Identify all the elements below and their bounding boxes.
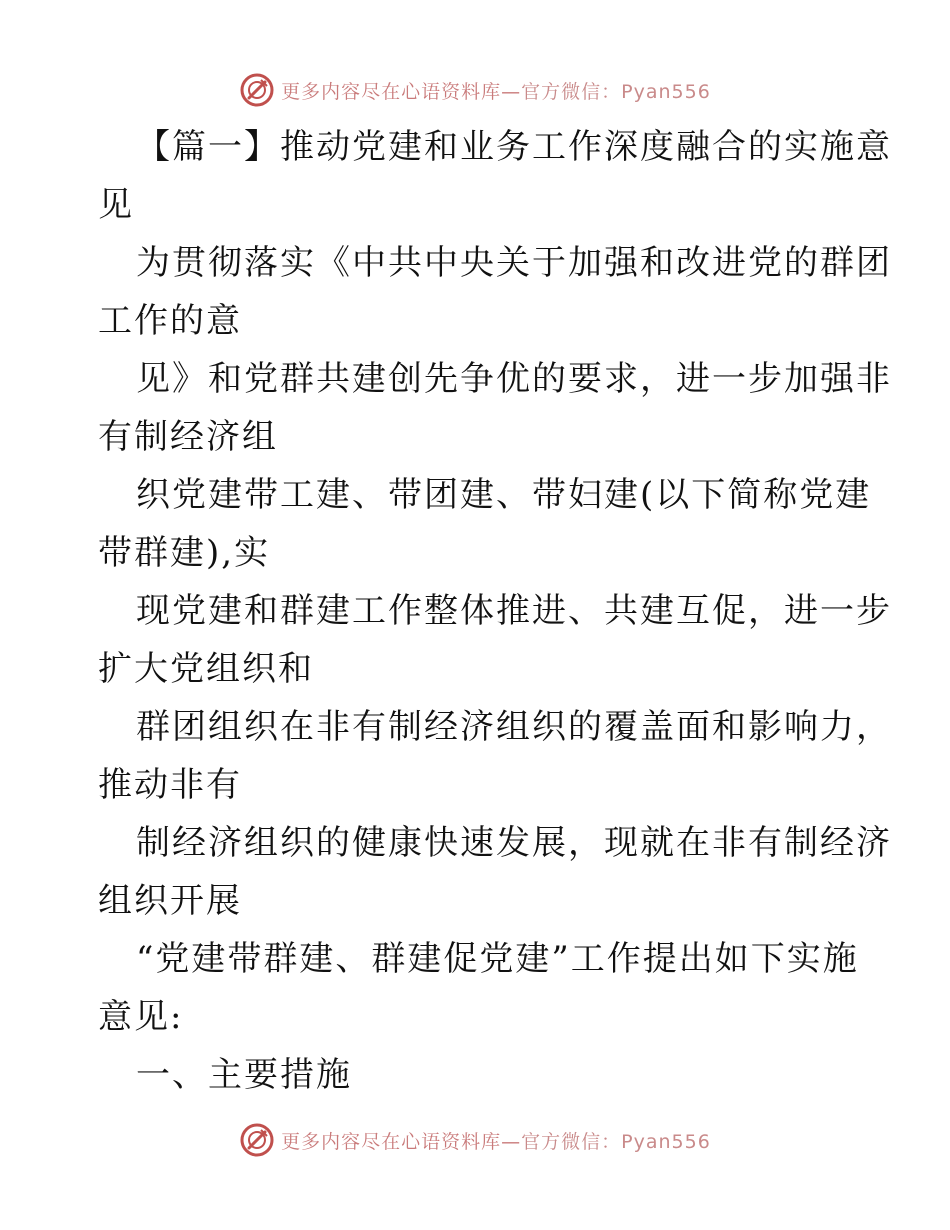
brand-logo-icon <box>239 1122 275 1158</box>
doc-line: 工作的意 <box>98 301 242 341</box>
doc-line: 【篇一】推动党建和业务工作深度融合的实施意 <box>136 127 892 167</box>
doc-line: 意见: <box>98 997 184 1037</box>
doc-line: 群团组织在非有制经济组织的覆盖面和影响力， <box>136 707 892 747</box>
doc-line: 组织开展 <box>98 881 242 921</box>
watermark-banner-top <box>0 70 950 110</box>
watermark-dash: — <box>501 80 522 103</box>
watermark-text <box>281 77 711 104</box>
watermark-banner-bottom <box>0 1120 950 1160</box>
watermark-wechat-text: 官方微信：Pyan556 <box>521 80 711 103</box>
doc-line: 推动非有 <box>98 765 242 805</box>
doc-line: 织党建带工建、带团建、带妇建(以下简称党建 <box>136 475 872 515</box>
watermark-site-text: 更多内容尽在心语资料库 <box>281 80 502 103</box>
document-body <box>98 118 892 1104</box>
doc-line: 现党建和群建工作整体推进、共建互促，进一步 <box>136 591 892 631</box>
watermark-dash: — <box>501 1130 522 1153</box>
doc-line: 有制经济组 <box>98 417 278 457</box>
doc-line: 制经济组织的健康快速发展，现就在非有制经济 <box>136 823 892 863</box>
watermark-site-text: 更多内容尽在心语资料库 <box>281 1130 502 1153</box>
watermark-text <box>281 1127 711 1154</box>
doc-line: 为贯彻落实《中共中央关于加强和改进党的群团 <box>136 243 892 283</box>
doc-line: 扩大党组织和 <box>98 649 314 689</box>
doc-line: “党建带群建、群建促党建”工作提出如下实施 <box>136 939 859 979</box>
doc-line: 带群建),实 <box>98 533 271 573</box>
watermark-wechat-text: 官方微信：Pyan556 <box>521 1130 711 1153</box>
brand-logo-icon <box>239 72 275 108</box>
doc-line: 见》和党群共建创先争优的要求，进一步加强非 <box>136 359 892 399</box>
doc-line: 见 <box>98 185 134 225</box>
doc-line: 一、主要措施 <box>136 1055 352 1095</box>
